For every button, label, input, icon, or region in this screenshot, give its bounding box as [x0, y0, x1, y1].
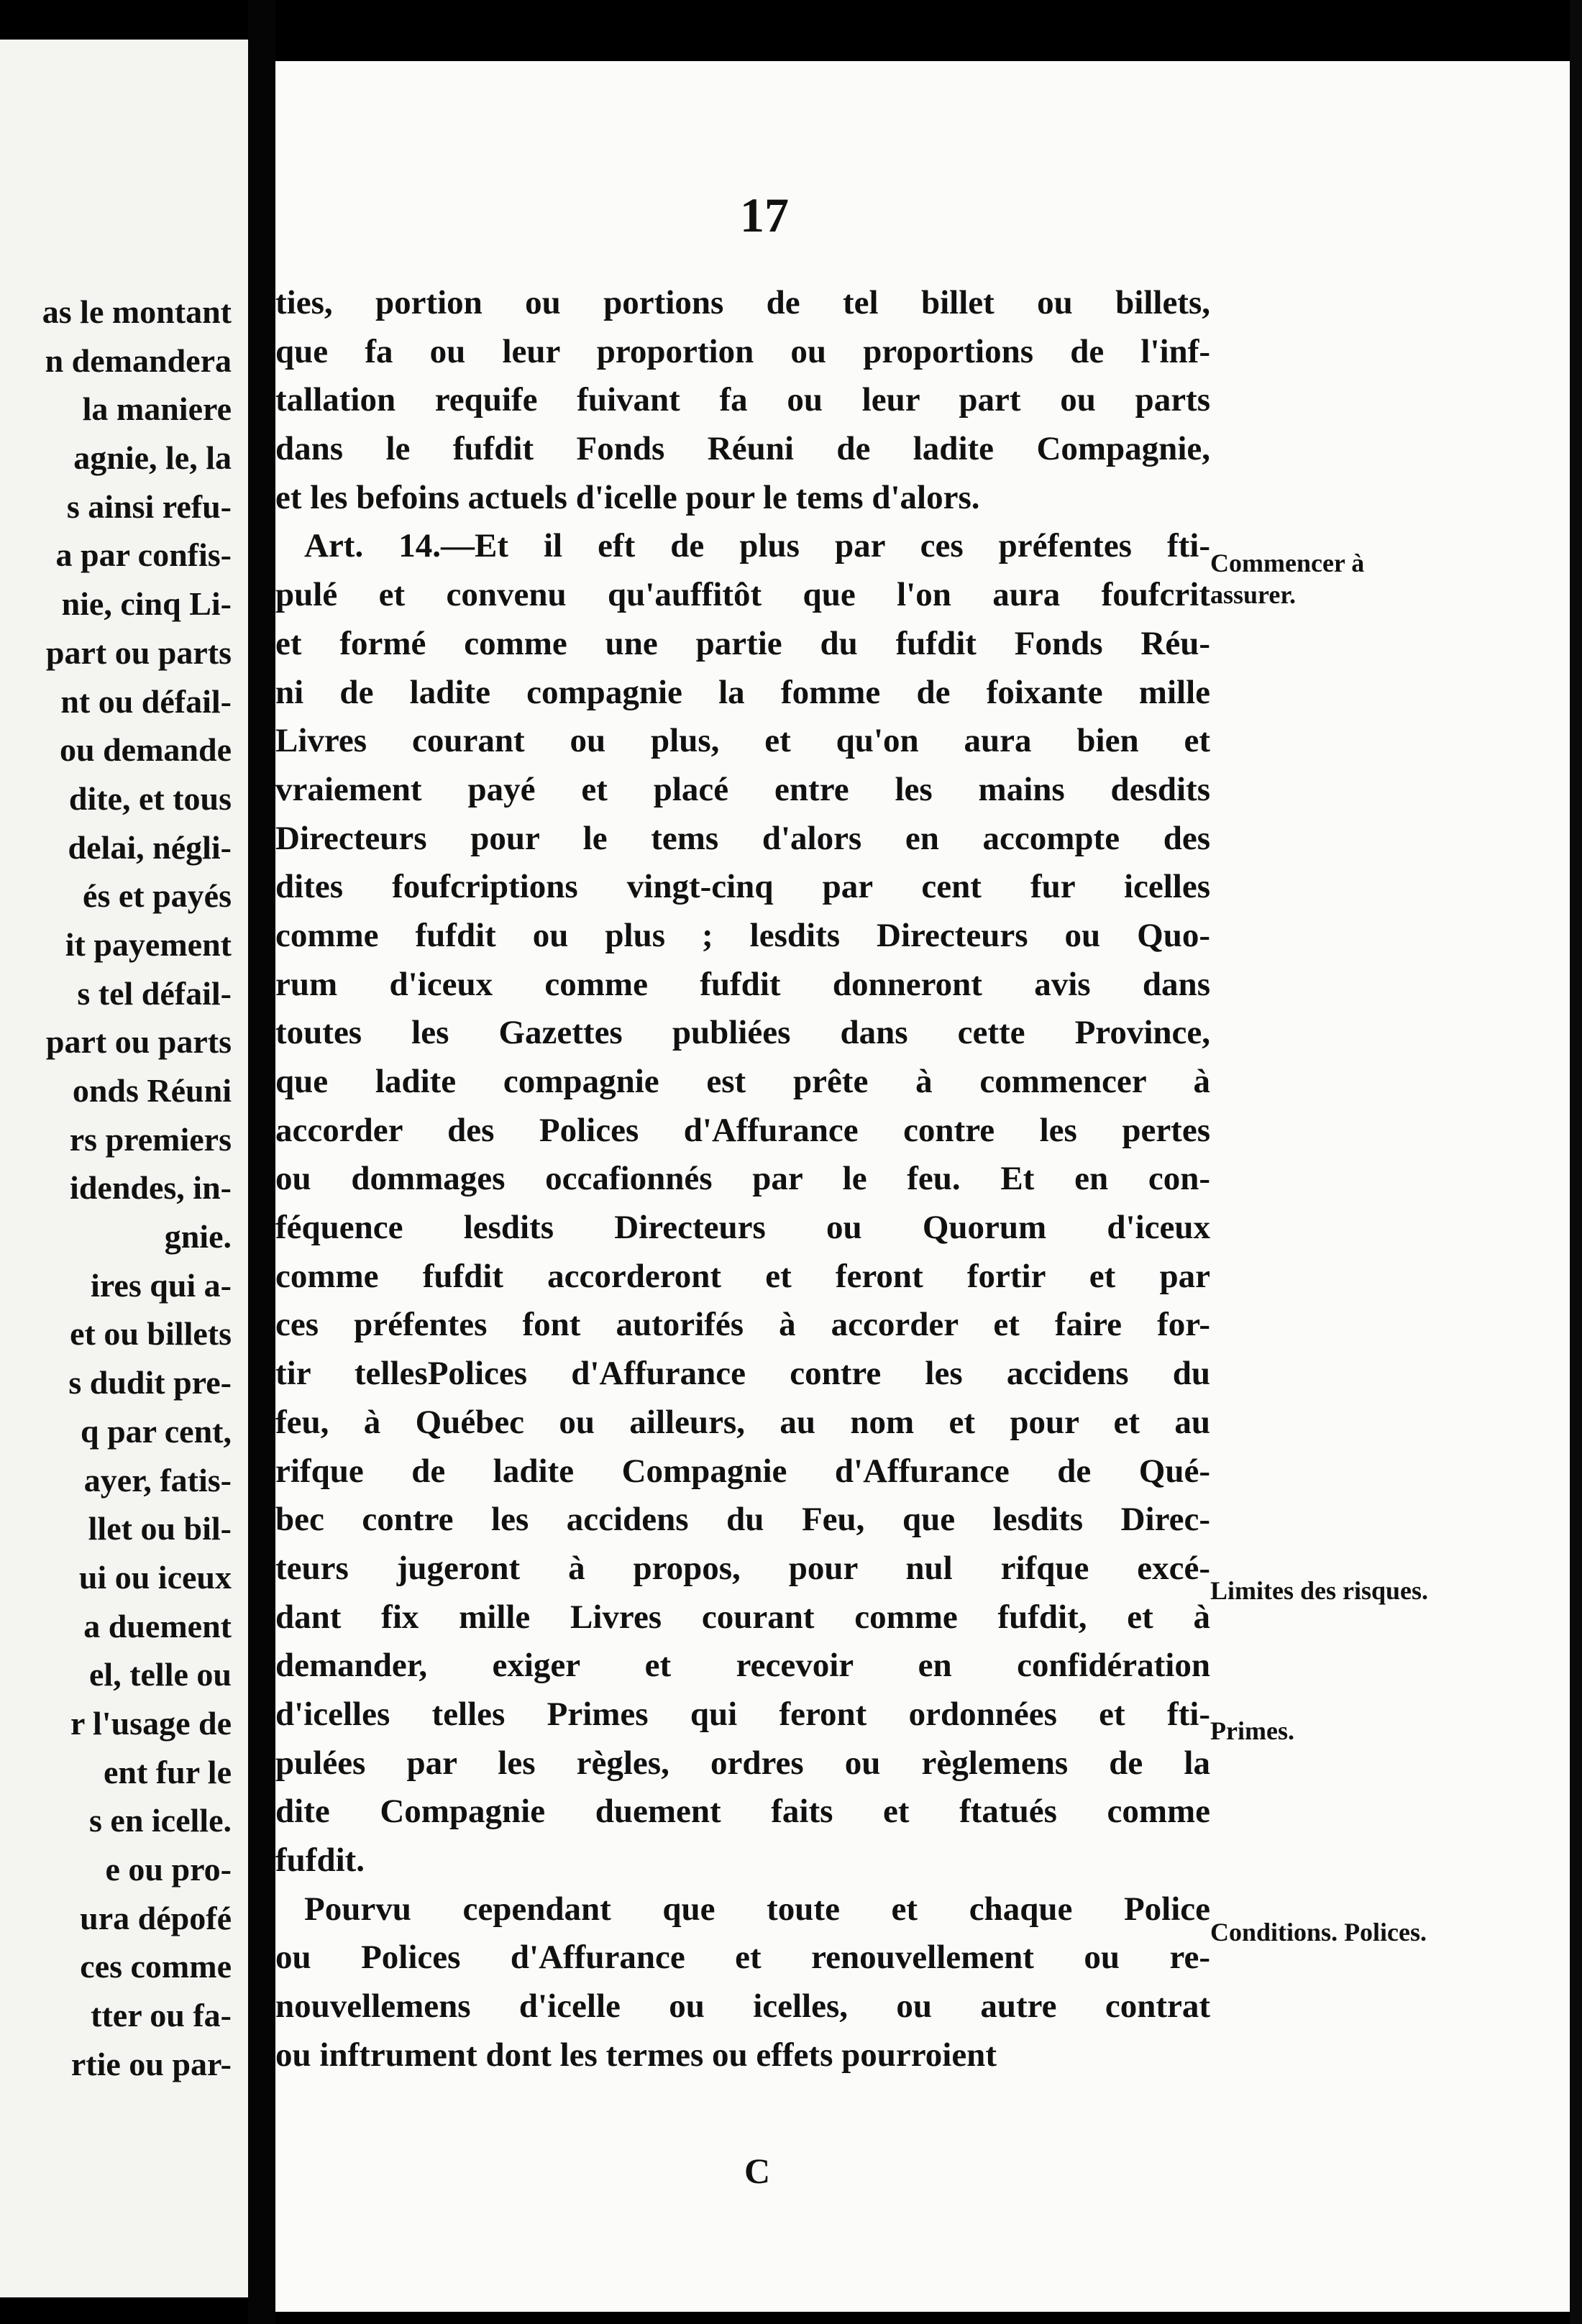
body-text-line: Directeurs pour le tems d'alors en accompte des: [275, 819, 1210, 857]
left-text-line: part ou parts: [45, 633, 232, 671]
left-page-fragment: [0, 40, 248, 2297]
left-text-line: ura dépofé: [80, 1899, 232, 1936]
body-text-line: teurs jugeront à propos, pour nul rifque excé-: [275, 1549, 1210, 1587]
left-text-line: dite, et tous: [68, 779, 232, 817]
margin-note-limites: Limites des risques.: [1210, 1576, 1429, 1605]
body-text-line: vraiement payé et placé entre les mains desdits: [275, 770, 1210, 808]
body-text-line: nouvellemens d'icelle ou icelles, ou autre contrat: [275, 1987, 1210, 2026]
body-text-line: ou dommages occafionnés par le feu. Et en con-: [275, 1160, 1210, 1198]
page-number: 17: [740, 188, 789, 242]
left-text-line: agnie, le, la: [73, 439, 232, 477]
body-text-line: Art. 14.—Et il eft de plus par ces préfentes fti-: [304, 527, 1210, 565]
body-text-line: d'icelles telles Primes qui feront ordonnées et fti-: [275, 1695, 1210, 1733]
left-text-line: part ou parts: [45, 1023, 232, 1061]
body-text-line: dant fix mille Livres courant comme fufdit, et à: [275, 1598, 1210, 1636]
left-text-line: onds Réuni: [72, 1072, 232, 1109]
body-text-line: toutes les Gazettes publiées dans cette Province,: [275, 1014, 1210, 1052]
body-text-line: féquence lesdits Directeurs ou Quorum d'iceux: [275, 1209, 1210, 1247]
body-text-line: ou inftrument dont les termes ou effets pourroient: [275, 2036, 997, 2074]
left-text-line: q par cent,: [81, 1412, 232, 1450]
margin-note-conditions: Conditions. Polices.: [1210, 1918, 1427, 1946]
body-text: [275, 279, 1210, 2080]
body-text-line: tir tellesPolices d'Affurance contre les accidens du: [275, 1355, 1210, 1393]
body-text-line: Pourvu cependant que toute et chaque Police: [304, 1890, 1210, 1928]
left-text-line: ces comme: [80, 1948, 232, 1985]
left-text-line: delai, négli-: [68, 828, 232, 866]
body-text-line: Livres courant ou plus, et qu'on aura bien et: [275, 722, 1210, 760]
body-text-line: feu, à Québec ou ailleurs, au nom et pour et au: [275, 1403, 1210, 1441]
left-page-text: [0, 288, 237, 2088]
body-text-line: pulées par les règles, ordres ou règlemens de la: [275, 1744, 1210, 1782]
left-text-line: llet ou bil-: [88, 1510, 232, 1547]
body-text-line: dites foufcriptions vingt-cinq par cent fur icelles: [275, 868, 1210, 906]
left-text-line: et ou billets: [70, 1315, 232, 1353]
left-text-line: s ainsi refu-: [66, 488, 232, 525]
body-text-line: et les befoins actuels d'icelle pour le tems d'alors.: [275, 478, 980, 516]
body-text-line: rifque de ladite Compagnie d'Affurance de Qué-: [275, 1452, 1210, 1490]
left-text-line: nie, cinq Li-: [61, 585, 232, 623]
left-text-line: ires qui a-: [91, 1266, 232, 1304]
margin-note-commencer: Commencer à assurer.: [1210, 549, 1365, 609]
body-text-line: que ladite compagnie est prête à commencer à: [275, 1063, 1210, 1100]
body-text-line: fufdit.: [275, 1842, 365, 1879]
body-text-line: ties, portion ou portions de tel billet ou billets,: [275, 284, 1210, 321]
page-edge: [1570, 0, 1582, 2324]
body-text-line: comme fufdit ou plus ; lesdits Directeurs ou Quo-: [275, 916, 1210, 954]
left-text-line: rs premiers: [69, 1120, 232, 1158]
left-text-line: és et payés: [83, 877, 232, 915]
left-text-line: as le montant: [42, 293, 232, 330]
left-text-line: ou demande: [60, 731, 232, 769]
body-text-line: ou Polices d'Affurance et renouvellement ou re-: [275, 1939, 1210, 1977]
left-text-line: s dudit pre-: [68, 1364, 232, 1401]
left-text-line: e ou pro-: [105, 1851, 232, 1888]
body-text-line: accorder des Polices d'Affurance contre les pertes: [275, 1111, 1210, 1149]
margin-note-primes: Primes.: [1210, 1716, 1294, 1745]
body-text-line: demander, exiger et recevoir en confidération: [275, 1647, 1210, 1685]
left-text-line: a duement: [83, 1607, 232, 1644]
body-text-line: tallation requife fuivant fa ou leur part ou parts: [275, 381, 1210, 419]
left-text-line: el, telle ou: [89, 1656, 232, 1693]
body-text-line: dite Compagnie duement faits et ftatués comme: [275, 1793, 1210, 1831]
left-text-line: ent fur le: [103, 1753, 232, 1790]
left-text-line: ayer, fatis-: [83, 1461, 232, 1499]
right-page: [275, 61, 1570, 2312]
body-text-line: ces préfentes font autorifés à accorder et faire for-: [275, 1306, 1210, 1344]
left-text-line: it payement: [65, 925, 232, 963]
left-text-line: nt ou défail-: [60, 682, 232, 720]
body-text-line: dans le fufdit Fonds Réuni de ladite Compagnie,: [275, 430, 1210, 468]
left-text-line: ui ou iceux: [78, 1558, 232, 1596]
left-text-line: a par confis-: [55, 536, 232, 574]
body-text-line: rum d'iceux comme fufdit donneront avis dans: [275, 965, 1210, 1003]
binding-gutter: [248, 0, 275, 2324]
signature-mark: C: [744, 2151, 771, 2191]
body-text-line: et formé comme une partie du fufdit Fonds Réu-: [275, 624, 1210, 662]
left-text-line: s en icelle.: [89, 1802, 232, 1839]
left-text-line: idendes, in-: [70, 1169, 232, 1207]
body-text-line: ni de ladite compagnie la fomme de foixante mille: [275, 673, 1210, 711]
left-text-line: s tel défail-: [77, 974, 232, 1012]
left-text-line: gnie.: [164, 1218, 232, 1255]
body-text-line: bec contre les accidens du Feu, que lesdits Direc-: [275, 1501, 1210, 1539]
left-text-line: la maniere: [82, 390, 232, 428]
left-text-line: tter ou fa-: [91, 1997, 232, 2034]
left-text-line: r l'usage de: [70, 1704, 232, 1742]
body-text-line: que fa ou leur proportion ou proportions de l'inf-: [275, 332, 1210, 370]
body-text-line: comme fufdit accorderont et feront fortir et par: [275, 1257, 1210, 1295]
left-text-line: n demandera: [45, 342, 232, 379]
body-text-line: pulé et convenu qu'auffitôt que l'on aura foufcrit: [275, 576, 1210, 614]
left-text-line: rtie ou par-: [70, 2045, 232, 2082]
